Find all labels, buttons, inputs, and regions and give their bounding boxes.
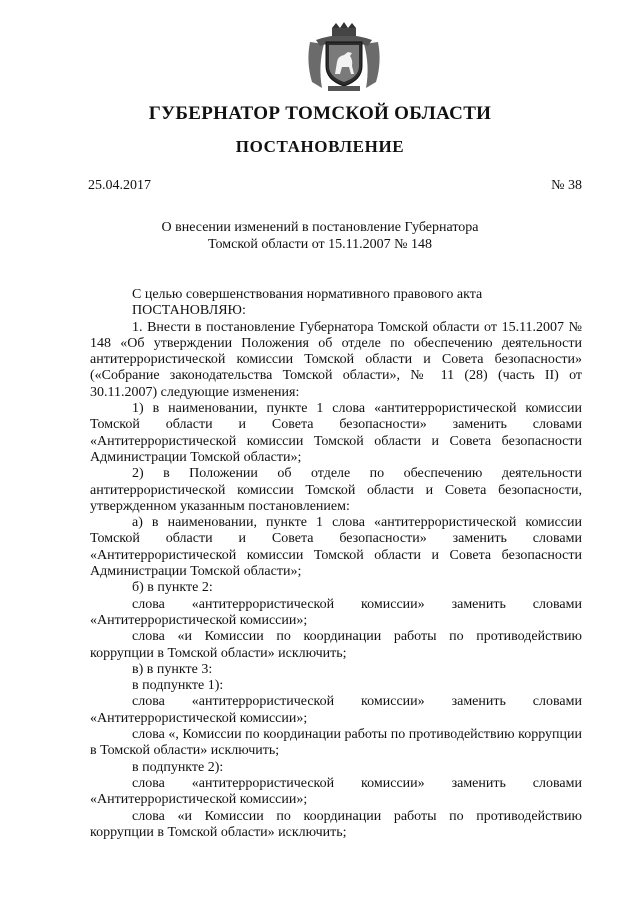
document-body xyxy=(90,287,582,841)
subclause-item: слова «антитеррористической комиссии» заменить словами «Антитеррористической комиссии»; xyxy=(90,775,582,808)
subclause-heading: в подпункте 1): xyxy=(132,678,224,694)
document-date: 25.04.2017 xyxy=(88,178,151,193)
clause-1: 1. Внести в постановление Губернатора Томской области от 15.11.2007 № 148 «Об утверждении Положения об отделе по обеспечению деятельности антитеррористической комиссии Томской области и Совета безопасности» («Собрание законодательства Томской области», № 11 (28) (часть II) от 30.11.2007) следующие изменения: xyxy=(90,319,582,400)
subclause-item: слова «и Комиссии по координации работы по противодействию коррупции в Томской области» исключить; xyxy=(90,808,582,840)
clause-1-2: 2) в Положении об отделе по обеспечению деятельности антитеррористической комиссии Томской области и Совета безопасности, утвержденном указанным постановлением: xyxy=(90,466,582,514)
document-type: ПОСТАНОВЛЕНИЕ xyxy=(235,137,405,156)
clause-1-2-b-item: слова «и Комиссии по координации работы по противодействию коррупции в Томской области» исключить; xyxy=(90,629,582,661)
clause-1-2-b-item: слова «антитеррористической комиссии» заменить словами «Антитеррористической комиссии»; xyxy=(90,596,582,628)
clause-1-2-a: а) в наименовании, пункте 1 слова «антитеррористической комиссии Томской области и Совета безопасности» заменить словами «Антитеррористической комиссии Томской области и Совета безопасности Администрации Томской области»; xyxy=(90,515,582,580)
subclause-item: слова «, Комиссии по координации работы по противодействию коррупции в Томской области» исключить; xyxy=(90,727,582,759)
document-subject xyxy=(0,219,640,253)
issuing-authority: ГУБЕРНАТОР ТОМСКОЙ ОБЛАСТИ xyxy=(148,103,492,124)
clause-1-2-v: в) в пункте 3: xyxy=(132,661,213,677)
subclause-item: слова «антитеррористической комиссии» заменить словами «Антитеррористической комиссии»; xyxy=(90,694,582,726)
subject-line: Томской области от 15.11.2007 № 148 xyxy=(208,237,432,252)
tomsk-coat-of-arms-icon xyxy=(302,22,386,94)
document-number: № 38 xyxy=(551,178,582,193)
subject-line: О внесении изменений в постановление Губернатора xyxy=(161,220,479,235)
preamble: С целью совершенствования нормативного правового акта xyxy=(132,287,483,302)
resolution-heading: ПОСТАНОВЛЯЮ: xyxy=(132,303,246,319)
clause-1-2-b: б) в пункте 2: xyxy=(132,580,213,596)
clause-1-1: 1) в наименовании, пункте 1 слова «антитеррористической комиссии Томской области и Совета безопасности» заменить словами «Антитеррористической комиссии Томской области и Совета безопасности Администрации Томской области»; xyxy=(90,401,582,465)
subclause-heading: в подпункте 2): xyxy=(132,759,224,775)
